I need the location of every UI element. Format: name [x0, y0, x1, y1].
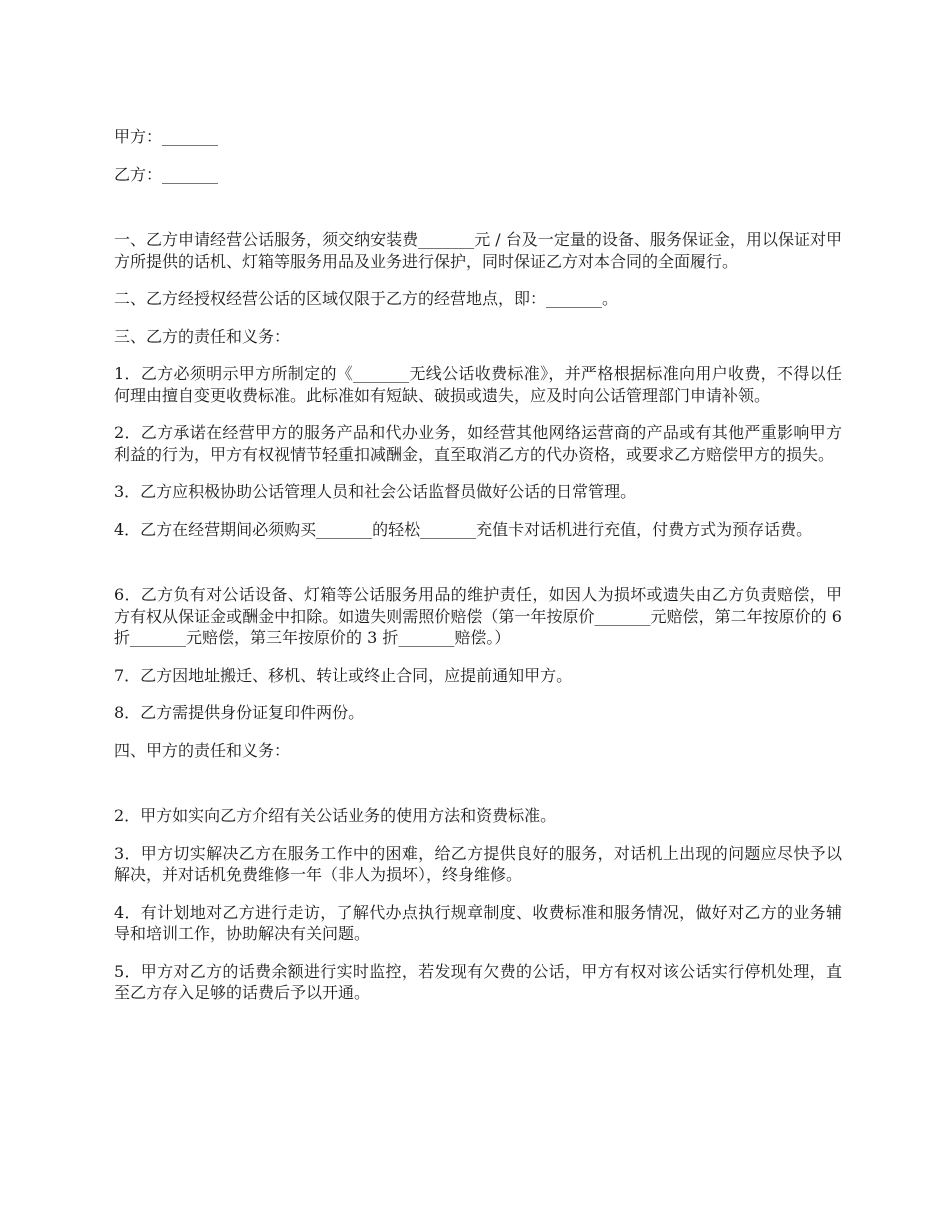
- section-4-heading: 四、甲方的责任和义务：: [114, 740, 291, 760]
- spacer: [114, 201, 842, 229]
- clause-3-1: 1．乙方必须明示甲方所制定的《_______无线公话收费标准》，并严格根据标准向用户收费，不得以任何理由擅自变更收费标准。此标准如有短缺、破损或遗失，应及时向公话管理部门申请补领。: [114, 364, 842, 405]
- contract-body: [114, 126, 842, 1020]
- clause-3-6: 6．乙方负有对公话设备、灯箱等公话服务用品的维护责任，如因人为损坏或遗失由乙方负责赔偿，甲方有权从保证金或酬金中扣除。如遗失则需照价赔偿（第一年按原价_______元赔偿，第二年按原价的 6 折_______元赔偿，第三年按原价的 3 折_______赔偿。）: [114, 585, 842, 647]
- clause-2: 二、乙方经授权经营公话的区域仅限于乙方的经营地点，即：_______。: [114, 289, 619, 308]
- spacer: [114, 556, 842, 584]
- clause-3-3: 3．乙方应积极协助公话管理人员和社会公话监督员做好公话的日常管理。: [114, 482, 637, 501]
- party-b-line: 乙方：_______: [114, 164, 219, 184]
- party-a-line: 甲方：_______: [114, 127, 219, 146]
- clause-3-7: 7．乙方因地址搬迁、移机、转让或终止合同，应提前通知甲方。: [114, 665, 573, 685]
- clause-4-5: 5．甲方对乙方的话费余额进行实时监控，若发现有欠费的公话，甲方有权对该公话实行停机处理，直至乙方存入足够的话费后予以开通。: [114, 961, 842, 1002]
- clause-3-4: 4．乙方在经营期间必须购买_______的轻松_______充值卡对话机进行充值，付费方式为预存话费。: [114, 519, 813, 539]
- clause-1: 一、乙方申请经营公话服务，须交纳安装费_______元 / 台及一定量的设备、服务保证金，用以保证对甲方所提供的话机、灯箱等服务用品及业务进行保护，同时保证乙方对本合同的全面履行。: [114, 230, 842, 271]
- clause-4-2: 2．甲方如实向乙方介绍有关公话业务的使用方法和资费标准。: [114, 806, 557, 825]
- clause-4-4: 4．有计划地对乙方进行走访，了解代办点执行规章制度、收费标准和服务情况，做好对乙方的业务辅导和培训工作，协助解决有关问题。: [114, 902, 842, 943]
- clause-3-2: 2．乙方承诺在经营甲方的服务产品和代办业务，如经营其他网络运营商的产品或有其他严重影响甲方利益的行为，甲方有权视情节轻重扣减酬金，直至取消乙方的代办资格，或要求乙方赔偿甲方的损失。: [114, 423, 842, 464]
- spacer: [114, 777, 842, 805]
- section-3-heading: 三、乙方的责任和义务：: [114, 326, 291, 346]
- clause-4-3: 3．甲方切实解决乙方在服务工作中的困难，给乙方提供良好的服务，对话机上出现的问题应尽快予以解决，并对话机免费维修一年（非人为损坏），终身维修。: [114, 843, 842, 884]
- clause-3-8: 8．乙方需提供身份证复印件两份。: [114, 703, 365, 722]
